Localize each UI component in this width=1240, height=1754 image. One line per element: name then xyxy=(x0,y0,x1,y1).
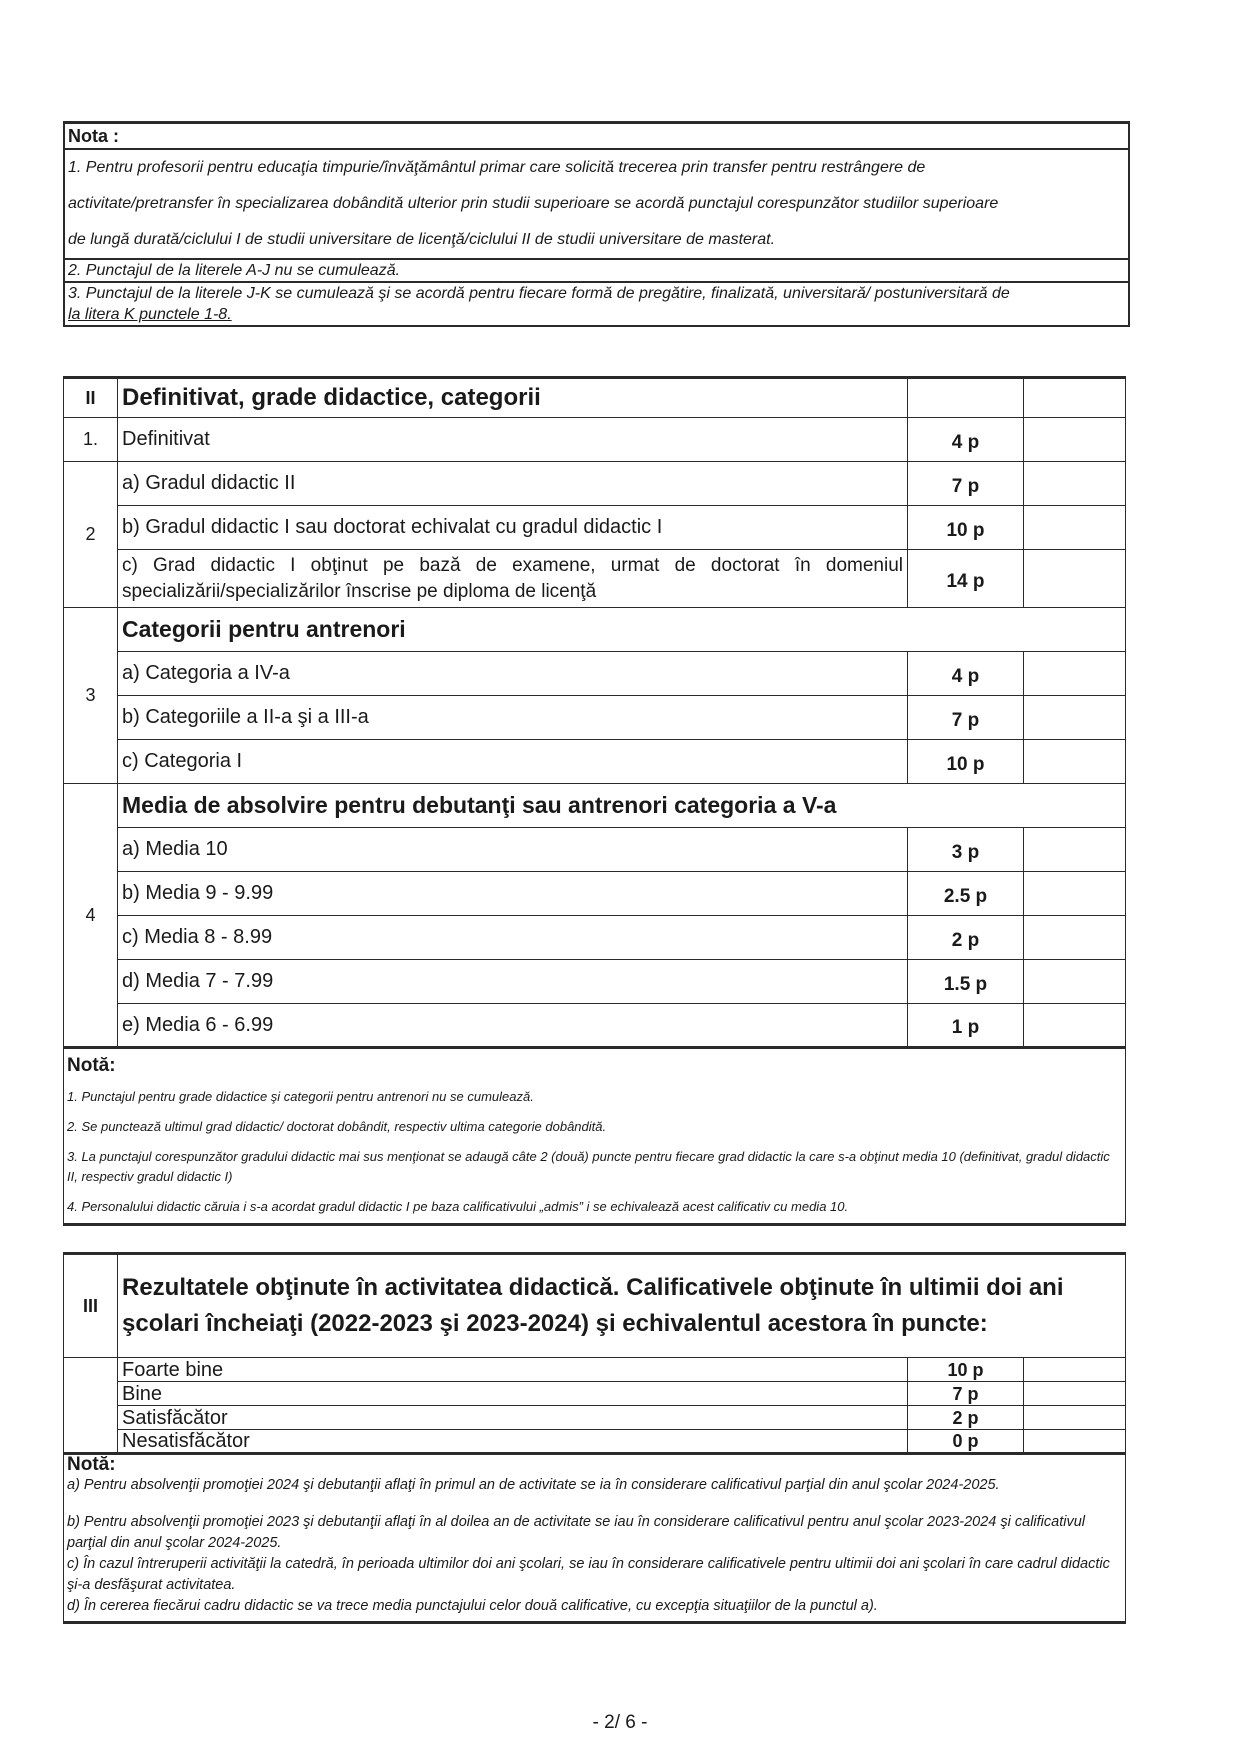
row-points: 2.5 p xyxy=(908,872,1024,916)
row-description: e) Media 6 - 6.99 xyxy=(118,1004,908,1048)
row-description: c) Media 8 - 8.99 xyxy=(118,916,908,960)
row-points: 10 p xyxy=(908,1358,1024,1382)
table-row xyxy=(64,696,1126,740)
table-row xyxy=(64,916,1126,960)
row-description: b) Categoriile a II-a şi a III-a xyxy=(118,696,908,740)
table-row xyxy=(64,960,1126,1004)
nota-title: Notă: xyxy=(67,1055,116,1076)
nota-item-3-line1: 3. Punctajul de la literele J-K se cumulează şi se acordă pentru fiecare formă de pregătire, finalizată, universitară/ postuniversitară de xyxy=(68,285,1010,302)
table-row xyxy=(64,872,1126,916)
table-row xyxy=(64,784,1126,828)
score-input-cell[interactable] xyxy=(1024,418,1126,462)
score-input-cell[interactable] xyxy=(1024,1358,1126,1382)
score-input-cell[interactable] xyxy=(1024,378,1126,418)
score-input-cell[interactable] xyxy=(1024,1382,1126,1406)
table-row xyxy=(64,740,1126,784)
row-description: Bine xyxy=(118,1382,908,1406)
table-row xyxy=(64,1406,1126,1430)
section-3-nota-row xyxy=(64,1454,1126,1623)
row-number: 1. xyxy=(64,418,118,462)
section-2-nota xyxy=(64,1048,1126,1225)
row-points: 3 p xyxy=(908,828,1024,872)
nota-item: 4. Personalului didactic căruia i s-a acordat gradul didactic I pe baza calificativului „admis” i se echivalează acest calificativ cu media 10. xyxy=(67,1199,849,1214)
table-row xyxy=(64,1382,1126,1406)
nota-item-1-line2: activitate/pretransfer în specializarea dobândită ulterior prin studii superioare se acordă punctajul corespunzător studiilor superioare xyxy=(68,195,999,212)
score-input-cell[interactable] xyxy=(1024,960,1126,1004)
nota-item-1-line3: de lungă durată/ciclului I de studii universitare de licenţă/ciclului II de studii universitare de masterat. xyxy=(68,231,776,248)
score-input-cell[interactable] xyxy=(1024,916,1126,960)
table-row xyxy=(64,608,1126,652)
table-row xyxy=(64,506,1126,550)
nota-item: 1. Punctajul pentru grade didactice şi categorii pentru antrenori nu se cumulează. xyxy=(67,1089,534,1104)
section-2-header-row xyxy=(64,378,1126,418)
row-number: 4 xyxy=(64,784,118,1048)
row-points: 7 p xyxy=(908,696,1024,740)
subsection-title: Media de absolvire pentru debutanţi sau antrenori categoria a V-a xyxy=(118,784,1126,828)
row-points: 10 p xyxy=(908,506,1024,550)
row-description: c) Categoria I xyxy=(118,740,908,784)
score-input-cell[interactable] xyxy=(1024,828,1126,872)
row-points: 2 p xyxy=(908,1406,1024,1430)
nota-item: 3. La punctajul corespunzător gradului didactic mai sus menţionat se adaugă câte 2 (două) puncte pentru fiecare grad didactic la care s-a obţinut media 10 (definitivat, gradul didactic II, respectiv gradul didactic I) xyxy=(67,1149,1110,1184)
score-input-cell[interactable] xyxy=(1024,872,1126,916)
page-number: - 2/ 6 - xyxy=(592,1712,648,1733)
score-input-cell[interactable] xyxy=(1024,740,1126,784)
section-2-title: Definitivat, grade didactice, categorii xyxy=(118,378,908,418)
table-row xyxy=(64,828,1126,872)
score-input-cell[interactable] xyxy=(1024,1406,1126,1430)
section-3-header-row xyxy=(64,1254,1126,1358)
table-row xyxy=(64,1430,1126,1454)
row-points: 7 p xyxy=(908,1382,1024,1406)
nota-item: b) Pentru absolvenţii promoţiei 2023 şi debutanţii aflaţi în al doilea an de activitate se iau în considerare calificativul pentru anul şcolar 2023-2024 şi calificativul parţial din anul şcolar 2024-2025. xyxy=(67,1514,1086,1551)
row-description: Nesatisfăcător xyxy=(118,1430,908,1454)
section-3-title: Rezultatele obţinute în activitatea didactică. Calificativele obţinute în ultimii doi ani şcolari încheiaţi (2022-2023 şi 2023-2024) şi echivalentul acestora în puncte: xyxy=(118,1254,1126,1358)
row-description: Satisfăcător xyxy=(118,1406,908,1430)
nota-box-top xyxy=(63,121,1130,327)
table-row xyxy=(64,652,1126,696)
table-row xyxy=(64,462,1126,506)
row-points: 1.5 p xyxy=(908,960,1024,1004)
table-row xyxy=(64,418,1126,462)
nota-item-3-line2: la litera K punctele 1-8. xyxy=(68,306,232,323)
row-description: a) Media 10 xyxy=(118,828,908,872)
nota-item-1 xyxy=(65,150,1128,260)
row-description: c) Grad didactic I obţinut pe bază de examene, urmat de doctorat în domeniul specializării/specializărilor înscrise pe diploma de licenţă xyxy=(118,550,908,608)
row-number xyxy=(64,1358,118,1454)
table-row xyxy=(64,1358,1126,1382)
section-3-roman: III xyxy=(64,1254,118,1358)
row-description: b) Gradul didactic I sau doctorat echivalat cu gradul didactic I xyxy=(118,506,908,550)
row-points: 7 p xyxy=(908,462,1024,506)
row-points: 4 p xyxy=(908,418,1024,462)
score-input-cell[interactable] xyxy=(1024,652,1126,696)
score-input-cell[interactable] xyxy=(1024,506,1126,550)
section-2-roman: II xyxy=(64,378,118,418)
nota-item: a) Pentru absolvenţii promoţiei 2024 şi debutanţii aflaţi în primul an de activitate se ia în considerare calificativul parţial din anul şcolar 2024-2025. xyxy=(67,1477,1000,1493)
nota-item-3 xyxy=(65,283,1128,325)
nota-title: Nota : xyxy=(65,124,1128,150)
section-2-table xyxy=(63,376,1126,1226)
row-number: 2 xyxy=(64,462,118,608)
row-description: d) Media 7 - 7.99 xyxy=(118,960,908,1004)
nota-item-1-line1: 1. Pentru profesorii pentru educaţia timpurie/învăţământul primar care solicită trecerea prin transfer pentru restrângere de xyxy=(68,159,926,176)
nota-title: Notă: xyxy=(67,1454,116,1475)
row-points: 2 p xyxy=(908,916,1024,960)
score-input-cell[interactable] xyxy=(1024,550,1126,608)
score-input-cell[interactable] xyxy=(1024,462,1126,506)
section-3-nota xyxy=(64,1454,1126,1623)
section-2-nota-row xyxy=(64,1048,1126,1225)
points-cell xyxy=(908,378,1024,418)
row-description: Definitivat xyxy=(118,418,908,462)
row-points: 0 p xyxy=(908,1430,1024,1454)
row-description: Foarte bine xyxy=(118,1358,908,1382)
row-points: 4 p xyxy=(908,652,1024,696)
score-input-cell[interactable] xyxy=(1024,1430,1126,1454)
row-points: 1 p xyxy=(908,1004,1024,1048)
section-3-table xyxy=(63,1252,1126,1624)
nota-item-2: 2. Punctajul de la literele A-J nu se cumulează. xyxy=(65,260,1128,283)
table-row xyxy=(64,550,1126,608)
nota-item: 2. Se punctează ultimul grad didactic/ doctorat dobândit, respectiv ultima categorie dobândită. xyxy=(67,1119,607,1134)
nota-item: c) În cazul întreruperii activităţii la catedră, în perioada ultimilor doi ani şcolari, se iau în considerare calificativele pentru ultimii doi ani şcolari în care cadrul didactic şi-a desfăşurat activitatea. xyxy=(67,1556,1110,1593)
row-description: a) Categoria a IV-a xyxy=(118,652,908,696)
nota-item: d) În cererea fiecărui cadru didactic se va trece media punctajului celor două calificative, cu excepţia situaţiilor de la punctul a). xyxy=(67,1598,878,1614)
table-row xyxy=(64,1004,1126,1048)
row-points: 14 p xyxy=(908,550,1024,608)
score-input-cell[interactable] xyxy=(1024,1004,1126,1048)
row-description: a) Gradul didactic II xyxy=(118,462,908,506)
row-points: 10 p xyxy=(908,740,1024,784)
subsection-title: Categorii pentru antrenori xyxy=(118,608,1126,652)
row-description: b) Media 9 - 9.99 xyxy=(118,872,908,916)
score-input-cell[interactable] xyxy=(1024,696,1126,740)
row-number: 3 xyxy=(64,608,118,784)
